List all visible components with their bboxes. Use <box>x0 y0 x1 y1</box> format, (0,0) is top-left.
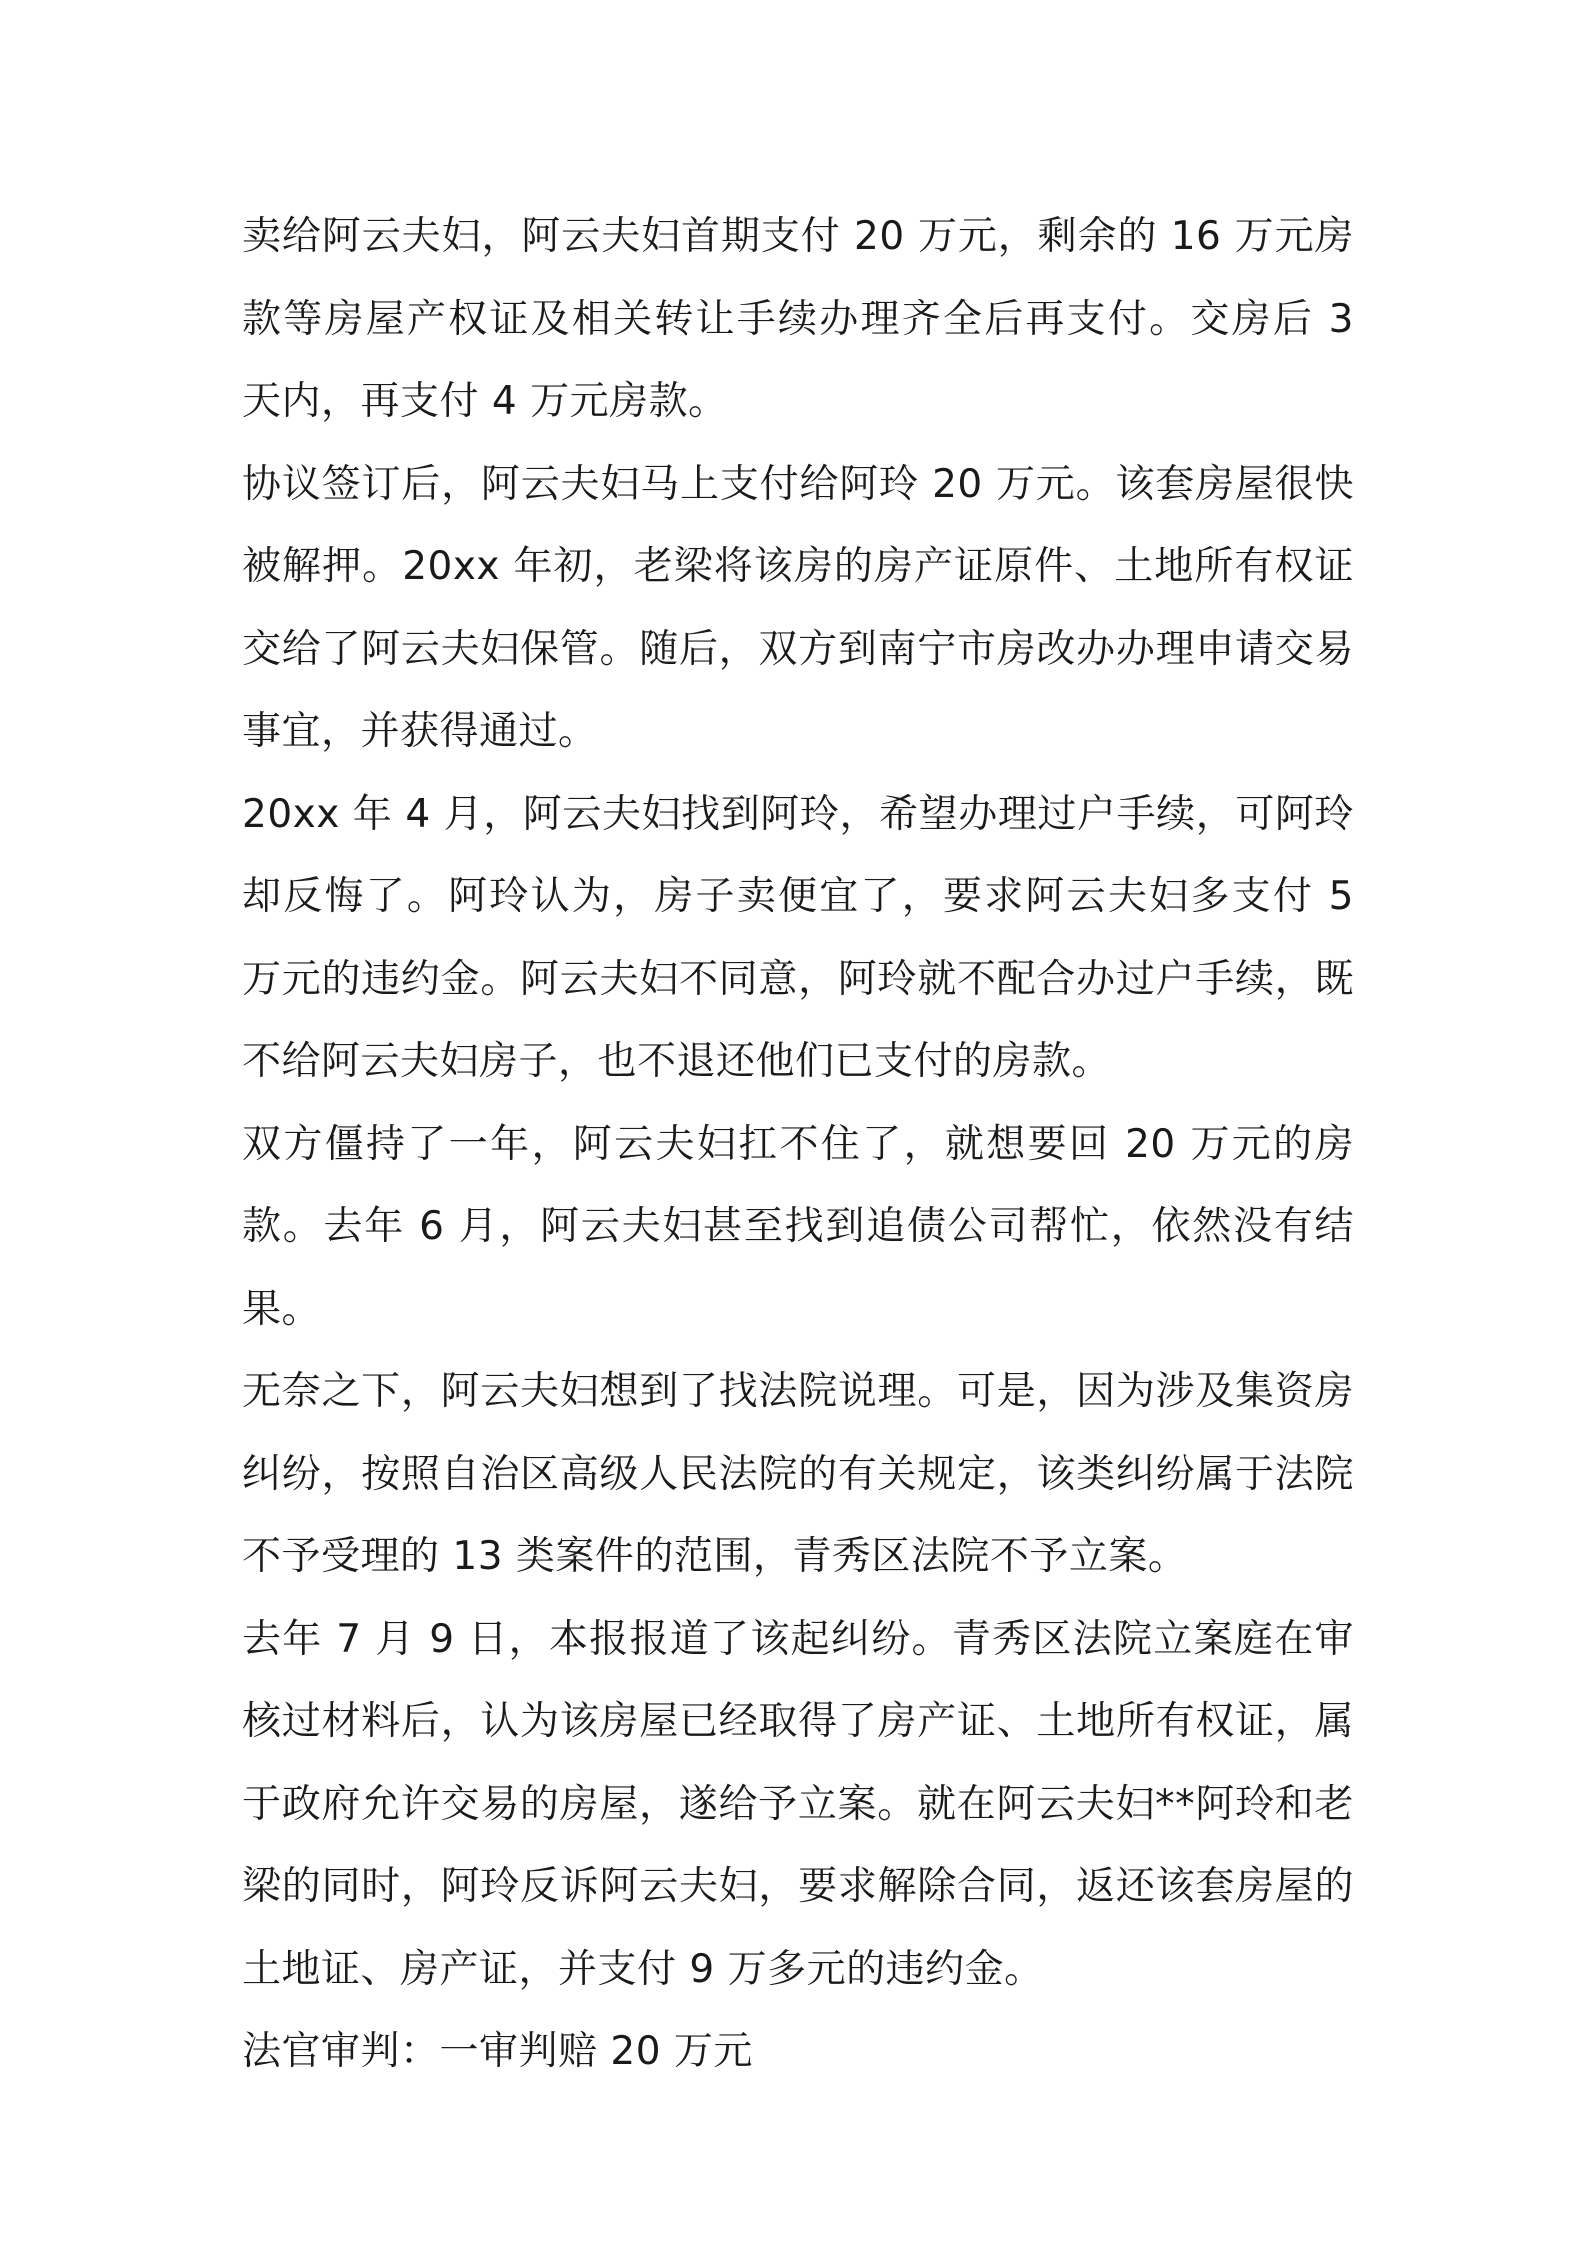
paragraph-3: 20xx 年 4 月，阿云夫妇找到阿玲，希望办理过户手续，可阿玲却反悔了。阿玲认为，房子卖便宜了，要求阿云夫妇多支付 5 万元的违约金。阿云夫妇不同意，阿玲就不配合办过户手续，既不给阿云夫妇房子，也不退还他们已支付的房款。 <box>242 791 1354 1084</box>
paragraph-5: 无奈之下，阿云夫妇想到了找法院说理。可是，因为涉及集资房纠纷，按照自治区高级人民法院的有关规定，该类纠纷属于法院不予受理的 13 类案件的范围，青秀区法院不予立案。 <box>242 1369 1354 1579</box>
paragraph-2: 协议签订后，阿云夫妇马上支付给阿玲 20 万元。该套房屋很快被解押。20xx 年初，老梁将该房的房产证原件、土地所有权证交给了阿云夫妇保管。随后，双方到南宁市房改办办理申请交易事宜，并获得通过。 <box>242 461 1354 754</box>
paragraph-1: 卖给阿云夫妇，阿云夫妇首期支付 20 万元，剩余的 16 万元房款等房屋产权证及相关转让手续办理齐全后再支付。交房后 3 天内，再支付 4 万元房款。 <box>242 214 1354 424</box>
paragraph-4: 双方僵持了一年，阿云夫妇扛不住了，就想要回 20 万元的房款。去年 6 月，阿云夫妇甚至找到追债公司帮忙，依然没有结果。 <box>242 1121 1354 1332</box>
paragraph-6: 去年 7 月 9 日，本报报道了该起纠纷。青秀区法院立案庭在审核过材料后，认为该房屋已经取得了房产证、土地所有权证，属于政府允许交易的房屋，遂给予立案。就在阿云夫妇**阿玲和老梁的同时，阿玲反诉阿云夫妇，要求解除合同，返还该套房屋的土地证、房产证，并支付 9 万多元的违约金。 <box>242 1616 1354 1992</box>
document-body <box>242 196 1354 2094</box>
section-heading: 法官审判：一审判赔 20 万元 <box>242 2029 753 2074</box>
